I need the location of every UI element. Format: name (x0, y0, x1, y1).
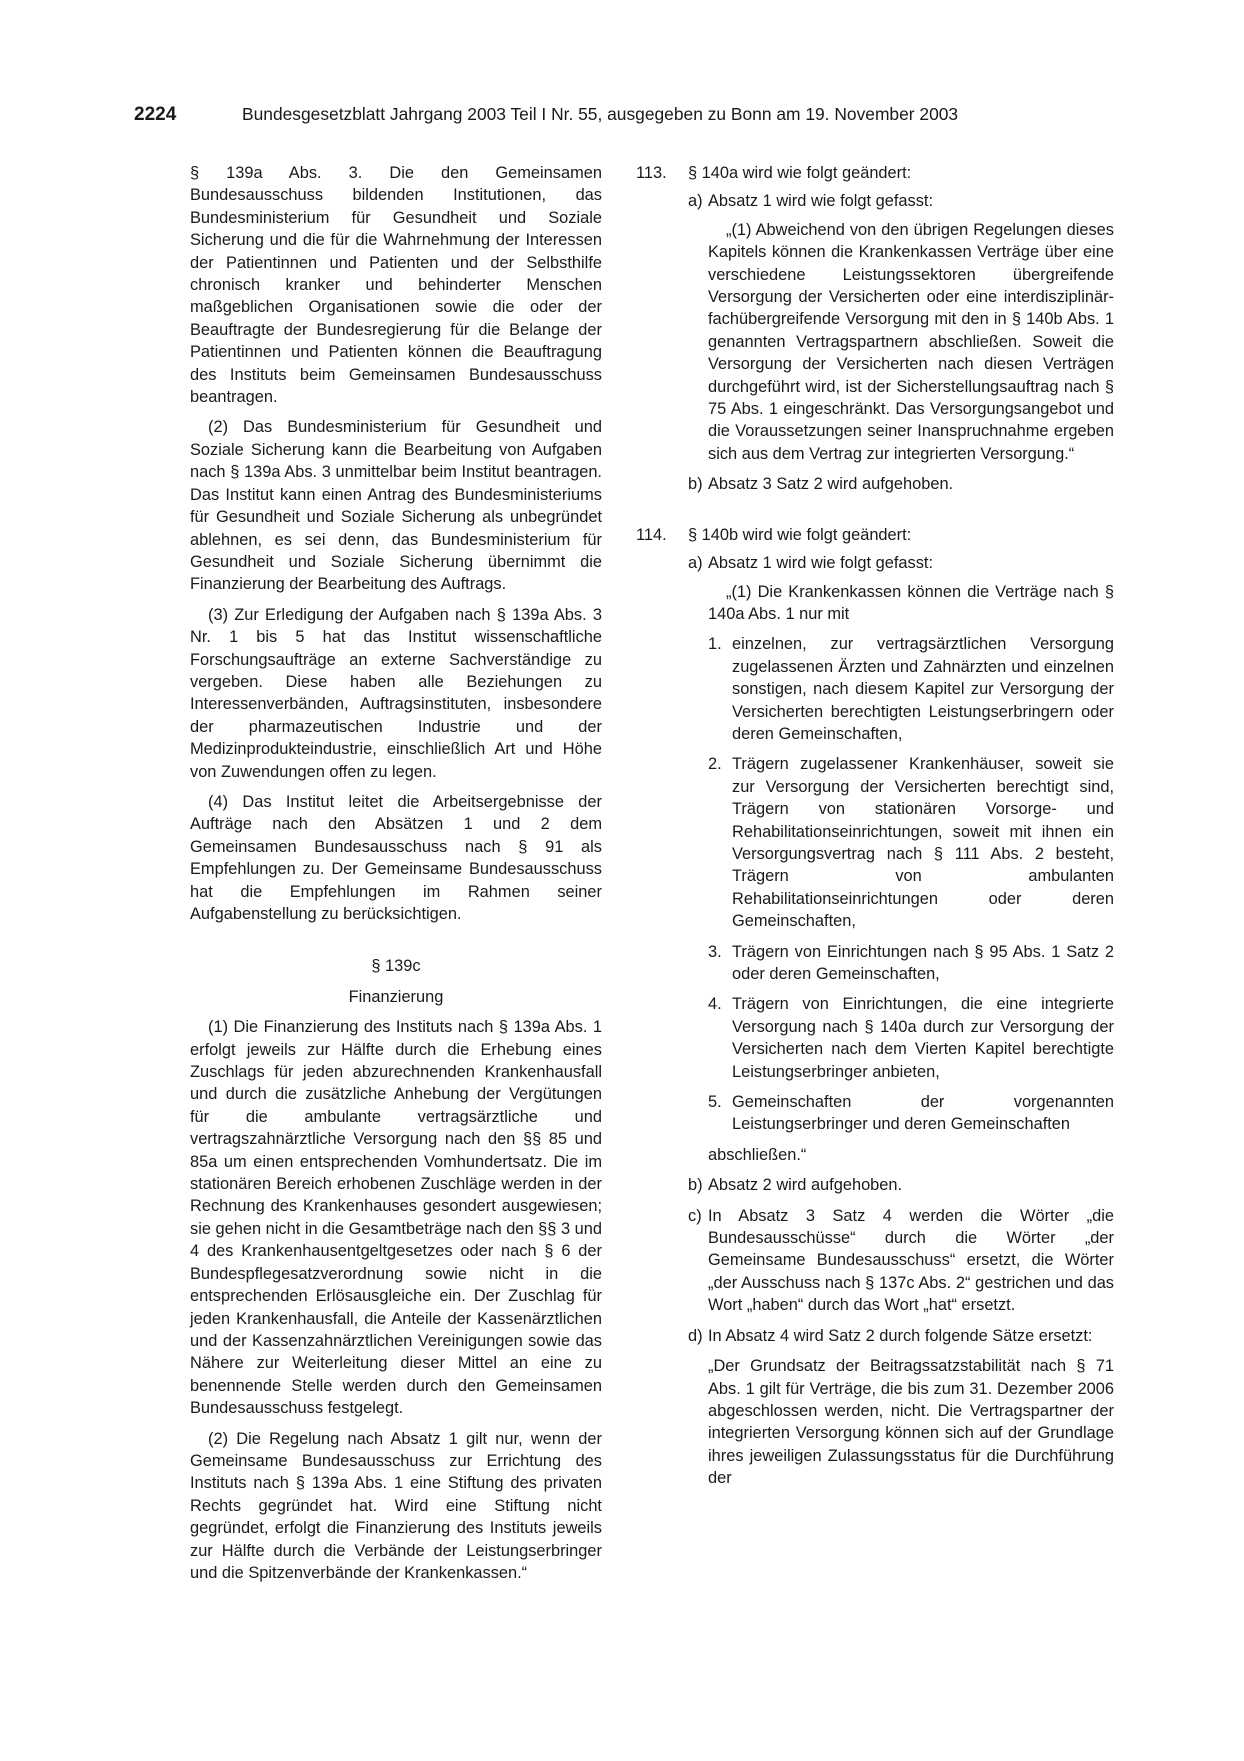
list-item (708, 1091, 1114, 1136)
subitem-label: d) (688, 1326, 703, 1345)
paragraph-2: (2) Das Bundesministerium für Gesundheit und Soziale Sicherung kann die Bearbeitung von Aufgaben nach § 139a Abs. 3 unmittelbar beim Institut beantragen. Das Institut kann einen Antrag des Bundesministeriums für Gesundheit und Soziale Sicherung als unbegründet ablehnen, es sei denn, das Bundesministerium für Gesundheit und Soziale Sicherung übernimmt die Finanzierung der Bearbeitung des Auftrags. (190, 418, 602, 594)
list-item (708, 633, 1114, 745)
section-heading: § 139c (371, 957, 421, 976)
list-text: Trägern von Einrichtungen nach § 95 Abs. 1 Satz 2 oder deren Gemeinschaften, (732, 942, 1114, 983)
paragraph-continued: § 139a Abs. 3. Die den Gemeinsamen Bundesausschuss bildenden Institutionen, das Bundesministerium für Gesundheit und Soziale Sicherung und die für die Wahrnehmung der Interessen der Patientinnen und Patienten und der Selbsthilfe chronisch kranker und behinderter Menschen maßgeblichen Organisationen sowie die oder der Beauftragte der Bundesregierung für die Belange der Patientinnen und Patienten können die Beauftragung des Instituts beim Gemeinsamen Bundesausschuss beantragen. (190, 164, 602, 407)
subitem-label: a) (688, 192, 703, 211)
section-title: Finanzierung (348, 987, 444, 1006)
item-title: § 140b wird wie folgt geändert: (688, 525, 912, 544)
subitem-a (636, 190, 1114, 465)
list-text: Trägern von Einrichtungen, die eine integrierte Versorgung nach § 140a durch zur Versorgung der Versicherten nach dem Vierten Kapitel berechtigte Leistungserbringer anbieten, (732, 995, 1114, 1081)
amendment-item-113 (636, 162, 1114, 496)
paragraph-financing-1: (1) Die Finanzierung des Instituts nach § 139a Abs. 1 erfolgt jeweils zur Hälfte durch die Erhebung eines Zuschlags für jeden abzurechnenden Krankenhausfall und durch die zusätzliche Anhebung der Vergütungen für die ambulante vertragsärztliche und vertragszahnärztliche Versorgung nach den §§ 85 und 85a um einen entsprechenden Vomhundertsatz. Die im stationären Bereich erhobenen Zuschläge werden in der Rechnung des Krankenhauses gesondert ausgewiesen; sie gehen nicht in die Gesamtbeträge nach den §§ 3 und 4 des Krankenhausentgeltgesetzes oder nach § 6 der Bundespflegesatzverordnung sowie nicht in die entsprechenden Erlösausgleiche ein. Der Zuschlag für jeden Krankenhausfall, die Anteile der Kassenärztlichen und der Kassenzahnärztlichen Vereinigungen sowie das Nähere zur Weiterleitung dieser Mittel an eine zu benennende Stelle werden durch den Gemeinsamen Bundesausschuss festgelegt. (190, 1018, 602, 1418)
gazette-title: Bundesgesetzblatt Jahrgang 2003 Teil I Nr. 55, ausgegeben zu Bonn am 19. November 2003 (242, 104, 959, 124)
list-number: 4. (708, 995, 722, 1014)
list-text: Trägern zugelassener Krankenhäuser, soweit sie zur Versorgung der Versicherten berechtigt sind, Trägern von stationären Vorsorge- und Rehabilitationseinrichtungen, soweit mit ihnen ein Versorgungsvertrag nach § 111 Abs. 2 besteht, Trägern von ambulanten Rehabilitationseinrichtungen oder deren Gemeinschaften, (732, 755, 1114, 931)
left-column (190, 162, 602, 1584)
subitem-a (636, 552, 1114, 1166)
subitem-text: Absatz 2 wird aufgehoben. (708, 1176, 903, 1195)
subitem-text: In Absatz 4 wird Satz 2 durch folgende Sätze ersetzt: (708, 1326, 1093, 1345)
paragraph-financing-2: (2) Die Regelung nach Absatz 1 gilt nur, wenn der Gemeinsame Bundesausschuss zur Errichtung des Instituts nach § 139a Abs. 1 eine Stiftung des privaten Rechts gegründet hat. Wird eine Stiftung nicht gegründet, erfolgt die Finanzierung des Instituts jeweils zur Hälfte durch die Verbände der Leistungserbringer und die Spitzenverbände der Krankenkassen.“ (190, 1429, 602, 1582)
right-column (636, 162, 1114, 1490)
subitem-text: Absatz 1 wird wie folgt gefasst: (708, 554, 934, 573)
paragraph-3: (3) Zur Erledigung der Aufgaben nach § 139a Abs. 3 Nr. 1 bis 5 hat das Institut wissenschaftliche Forschungsaufträge an externe Sachverständige zu vergeben. Diese haben alle Beziehungen zu Interessenverbänden, Auftragsinstituten, insbesondere der pharmazeutischen Industrie und der Medizinprodukteindustrie, einschließlich Art und Höhe von Zuwendungen offen zu legen. (190, 605, 602, 781)
subitem-d (636, 1325, 1114, 1490)
item-title: § 140a wird wie folgt geändert: (688, 164, 912, 182)
subitem-b (636, 1174, 1114, 1196)
quoted-text: „(1) Abweichend von den übrigen Regelungen dieses Kapitels können die Krankenkassen Verträge über eine verschiedene Leistungssektoren übergreifende Versorgung der Versicherten oder eine interdisziplinär-fachübergreifende Versorgung mit den in § 140b Abs. 1 genannten Vertragspartnern abschließen. Soweit die Versorgung der Versicherten nach diesen Verträgen durchgeführt wird, ist der Sicherstellungsauftrag nach § 75 Abs. 1 eingeschränkt. Das Versorgungsangebot und die Voraussetzungen seiner Inanspruchnahme ergeben sich aus dem Vertrag zur integrierten Versorgung.“ (708, 220, 1114, 463)
list-text: Gemeinschaften der vorgenannten Leistungserbringer und deren Gemeinschaften (732, 1093, 1114, 1134)
list-item (708, 941, 1114, 986)
list-number: 1. (708, 635, 722, 654)
list-text: einzelnen, zur vertragsärztlichen Versorgung zugelassenen Ärzten und Zahnärzten und einzelnen sonstigen, nach diesem Kapitel zur Versorgung der Versicherten berechtigten Leistungserbringern oder deren Gemeinschaften, (732, 635, 1114, 743)
subitem-label: a) (688, 554, 703, 573)
list-item (708, 993, 1114, 1083)
subitem-label: c) (688, 1206, 702, 1225)
subitem-text: Absatz 3 Satz 2 wird aufgehoben. (708, 475, 954, 494)
paragraph-4: (4) Das Institut leitet die Arbeitsergebnisse der Aufträge nach den Absätzen 1 und 2 dem Gemeinsamen Bundesausschuss nach § 91 als Empfehlungen zu. Der Gemeinsame Bundesausschuss hat die Empfehlungen im Rahmen seiner Aufgabenstellung zu berücksichtigen. (190, 792, 602, 923)
list-number: 5. (708, 1093, 722, 1112)
page-number: 2224 (134, 104, 177, 125)
item-number: 113. (636, 164, 667, 182)
list-number: 3. (708, 942, 722, 961)
subitem-text: In Absatz 3 Satz 4 werden die Wörter „die Bundesausschüsse“ durch die Wörter „der Gemeinsame Bundesausschuss“ ersetzt, die Wörter „der Ausschuss nach § 137c Abs. 2“ gestrichen und das Wort „haben“ durch das Wort „hat“ ersetzt. (708, 1206, 1114, 1315)
subitem-b (636, 473, 1114, 495)
list-item (708, 753, 1114, 932)
subitem-label: b) (688, 1176, 703, 1195)
subitem-label: b) (688, 475, 703, 494)
subitem-c (636, 1205, 1114, 1317)
list-number: 2. (708, 755, 722, 774)
quoted-text: „(1) Die Krankenkassen können die Verträge nach § 140a Abs. 1 nur mit (708, 582, 1114, 623)
amendment-item-114 (636, 524, 1114, 1490)
quoted-text: „Der Grundsatz der Beitragssatzstabilität nach § 71 Abs. 1 gilt für Verträge, die bis zum 31. Dezember 2006 abgeschlossen werden, nicht. Die Vertragspartner der integrierten Versorgung können sich auf der Grundlage ihres jeweiligen Zulassungsstatus für die Durchführung der (708, 1357, 1114, 1488)
subitem-text: Absatz 1 wird wie folgt gefasst: (708, 192, 934, 211)
page-header (134, 104, 1014, 130)
item-number: 114. (636, 525, 667, 544)
closing-text: abschließen.“ (708, 1145, 807, 1164)
